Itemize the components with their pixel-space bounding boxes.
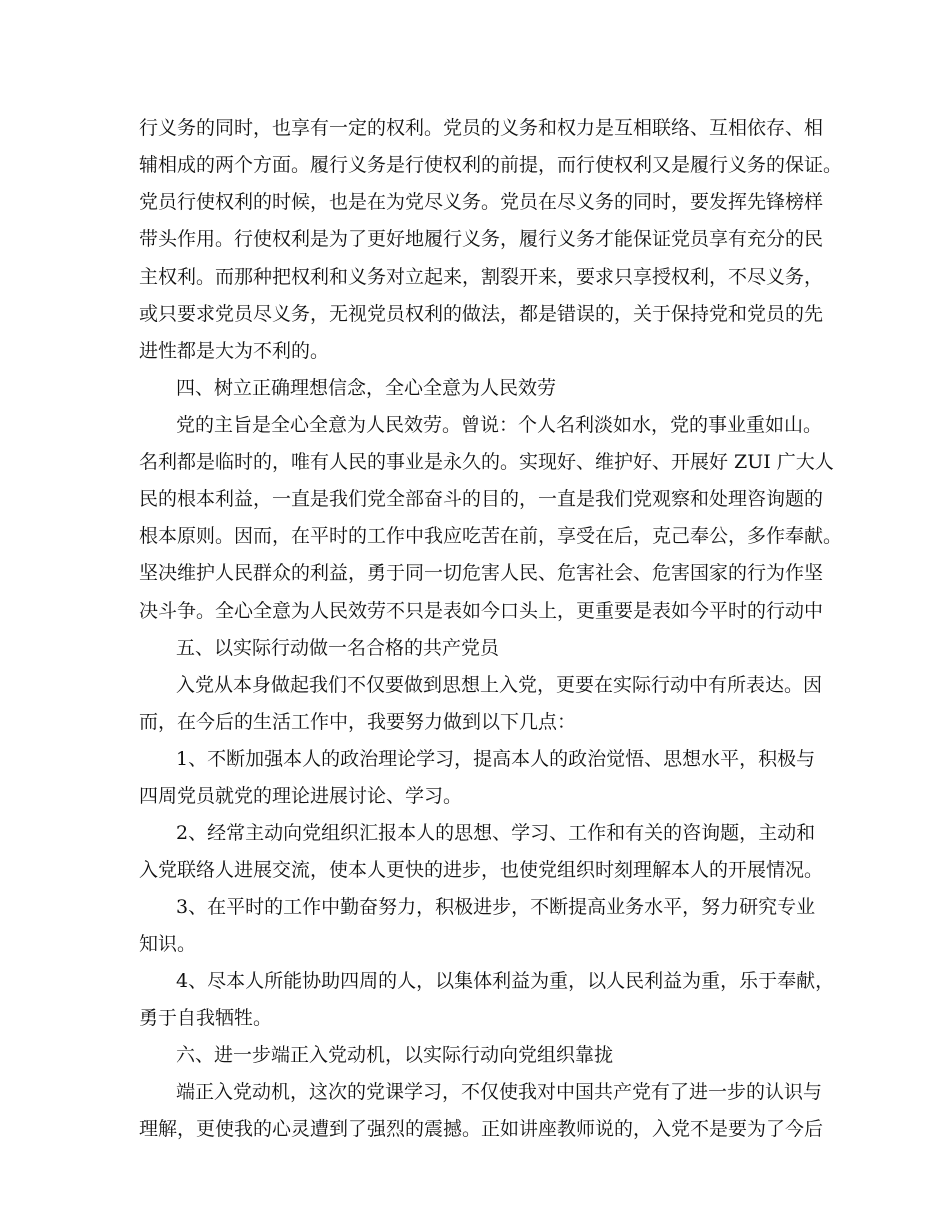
text-line: 根本原则。因而，在平时的工作中我应吃苦在前，享受在后，克己奉公，多作奉献。 [139, 525, 843, 547]
text-line: 民的根本利益，一直是我们党全部奋斗的目的，一直是我们党观察和处理咨询题的 [139, 488, 824, 510]
text-line: 坚决维护人民群众的利益，勇于同一切危害人民、危害社会、危害国家的行为作坚 [139, 562, 824, 584]
list-item-line: 勇于自我牺牲。 [139, 1007, 273, 1029]
text-line: 党的主旨是全心全意为人民效劳。曾说：个人名利淡如水，党的事业重如山。 [176, 414, 823, 436]
section-heading: 五、以实际行动做一名合格的共产党员 [176, 637, 500, 659]
text-line: 党员行使权利的时候，也是在为党尽义务。党员在尽义务的同时，要发挥先锋榜样 [139, 191, 824, 213]
text-line: 名利都是临时的，唯有人民的事业是永久的。实现好、维护好、开展好 ZUI 广大人 [139, 451, 834, 473]
list-item-line: 3、在平时的工作中勤奋努力，积极进步，不断提高业务水平，努力研究专业 [176, 896, 816, 918]
text-line: 主权利。而那种把权利和义务对立起来，割裂开来，要求只享授权利，不尽义务， [139, 266, 824, 288]
list-item-line: 四周党员就党的理论进展讨论、学习。 [139, 785, 463, 807]
list-item-line: 知识。 [139, 933, 197, 955]
text-line: 理解，更使我的心灵遭到了强烈的震撼。正如讲座教师说的，入党不是要为了今后 [139, 1118, 824, 1140]
text-line: 决斗争。全心全意为人民效劳不只是表如今口头上，更重要是表如今平时的行动中 [139, 600, 824, 622]
text-line: 入党从本身做起我们不仅要做到思想上入党，更要在实际行动中有所表达。因 [176, 674, 823, 696]
text-line: 行义务的同时，也享有一定的权利。党员的义务和权力是互相联络、互相依存、相 [139, 117, 824, 139]
list-item-line: 4、尽本人所能协助四周的人，以集体利益为重，以人民利益为重，乐于奉献， [176, 970, 835, 992]
list-item-line: 2、经常主动向党组织汇报本人的思想、学习、工作和有关的咨询题，主动和 [176, 822, 816, 844]
text-line: 端正入党动机，这次的党课学习，不仅使我对中国共产党有了进一步的认识与 [176, 1081, 823, 1103]
list-item-line: 1、不断加强本人的政治理论学习，提高本人的政治觉悟、思想水平，积极与 [176, 748, 816, 770]
text-line: 带头作用。行使权利是为了更好地履行义务，履行义务才能保证党员享有充分的民 [139, 228, 824, 250]
text-line: 或只要求党员尽义务，无视党员权利的做法，都是错误的，关于保持党和党员的先 [139, 303, 824, 325]
text-line: 进性都是大为不利的。 [139, 340, 330, 362]
section-heading: 六、进一步端正入党动机，以实际行动向党组织靠拢 [176, 1044, 614, 1066]
section-heading: 四、树立正确理想信念，全心全意为人民效劳 [176, 377, 557, 399]
text-line: 而，在今后的生活工作中，我要努力做到以下几点： [139, 711, 577, 733]
list-item-line: 入党联络人进展交流，使本人更快的进步，也使党组织时刻理解本人的开展情况。 [139, 859, 824, 881]
text-line: 辅相成的两个方面。履行义务是行使权利的前提，而行使权利又是履行义务的保证。 [139, 154, 843, 176]
